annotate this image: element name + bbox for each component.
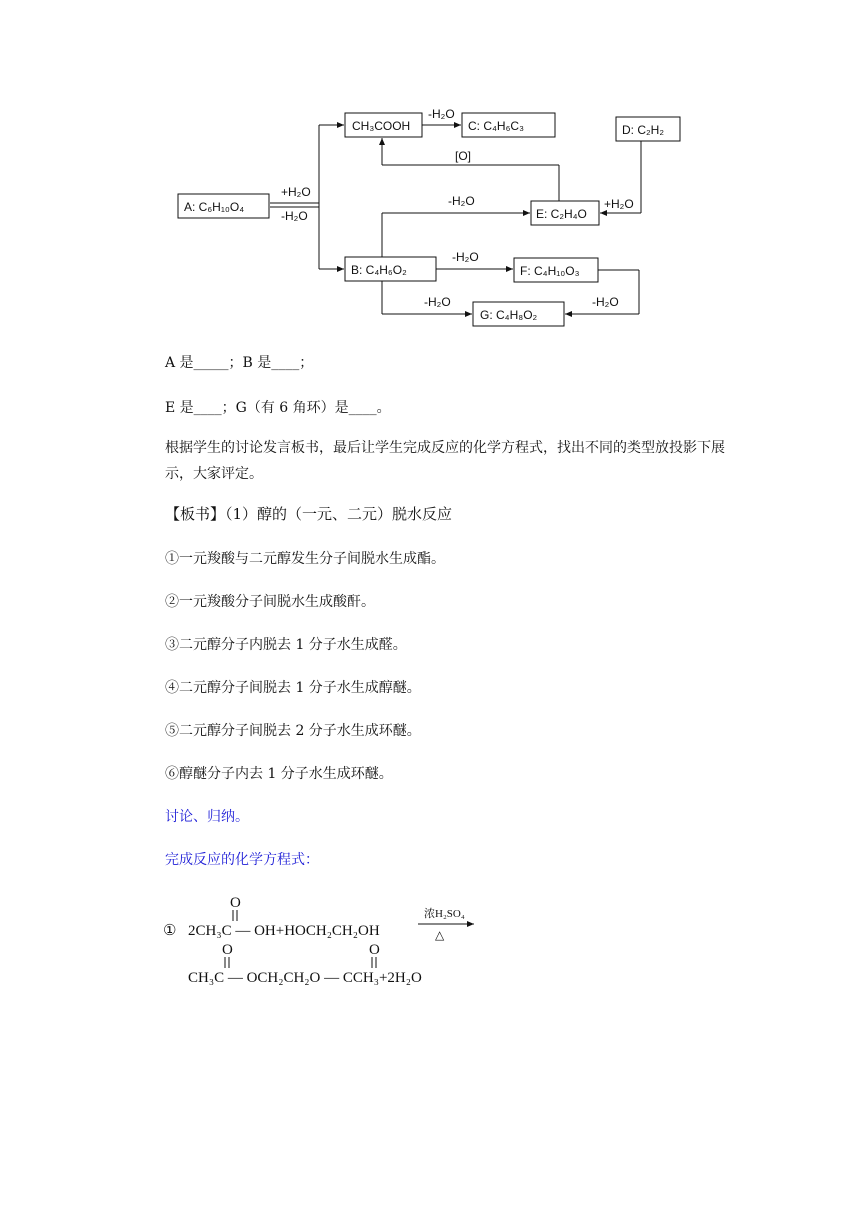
node-e xyxy=(531,201,599,225)
arrow-e-to-ch3cooh xyxy=(382,138,559,201)
question-line-e-g: E 是____；G（有 6 角环）是____。 xyxy=(165,400,391,416)
svg-text:+H₂O: +H₂O xyxy=(281,185,311,199)
discussion-text: 讨论、归纳。 xyxy=(165,809,249,825)
list-item: ①一元羧酸与二元醇发生分子间脱水生成酯。 xyxy=(165,551,445,567)
svg-text:-H₂O: -H₂O xyxy=(592,295,619,309)
svg-text:A: C₆H₁₀O₄: A: C₆H₁₀O₄ xyxy=(184,200,245,214)
list-item: ⑥醇醚分子内去 1 分子水生成环醚。 xyxy=(165,766,393,782)
arrow-ch3cooh-to-c xyxy=(422,107,461,125)
chemical-equation xyxy=(0,880,860,1000)
arrow-b-to-f xyxy=(436,250,513,269)
svg-text:-H₂O: -H₂O xyxy=(424,295,451,309)
node-d xyxy=(616,117,680,141)
bracket-line xyxy=(319,125,344,269)
list-item: ②一元羧酸分子间脱水生成酸酐。 xyxy=(165,594,375,610)
svg-text:D: C₂H₂: D: C₂H₂ xyxy=(622,123,664,137)
paragraph-board-notes: 根据学生的讨论发言板书，最后让学生完成反应的化学方程式，找出不同的类型放投影下展示，大家评定。 xyxy=(165,440,725,482)
node-g xyxy=(473,302,564,326)
condition-catalyst: 浓H₂SO₄ xyxy=(424,908,465,920)
svg-text:-H₂O: -H₂O xyxy=(448,194,475,208)
list-item: ④二元醇分子间脱去 1 分子水生成醇醚。 xyxy=(165,680,421,696)
svg-text:G: C₄H₈O₂: G: C₄H₈O₂ xyxy=(480,308,538,322)
svg-text:-H₂O: -H₂O xyxy=(452,250,479,264)
carbonyl-oxygen: O xyxy=(369,942,380,958)
svg-text:E: C₂H₄O: E: C₂H₄O xyxy=(536,207,587,221)
node-b xyxy=(345,257,436,281)
equation-number: ① xyxy=(163,923,177,939)
condition-heat: △ xyxy=(435,928,445,942)
svg-text:-H₂O: -H₂O xyxy=(428,107,455,121)
arrow-b-to-e xyxy=(382,194,530,257)
svg-text:[O]: [O] xyxy=(455,149,472,163)
carbonyl-oxygen: O xyxy=(230,895,241,911)
equation-rhs: CH₃C — OCH₂CH₂O — CCH₃+2H₂O xyxy=(188,970,422,986)
equilibrium-arrows xyxy=(270,185,319,223)
node-a xyxy=(178,194,269,218)
list-item: ⑤二元醇分子间脱去 2 分子水生成环醚。 xyxy=(165,723,421,739)
svg-text:CH₃COOH: CH₃COOH xyxy=(352,119,411,133)
svg-text:F: C₄H₁₀O₃: F: C₄H₁₀O₃ xyxy=(520,264,580,278)
board-heading: 【板书】（1）醇的（一元、二元）脱水反应 xyxy=(165,505,453,523)
carbonyl-oxygen: O xyxy=(222,942,233,958)
svg-text:C: C₄H₆C₃: C: C₄H₆C₃ xyxy=(468,119,524,133)
arrow-d-to-e xyxy=(600,141,641,213)
complete-equation-text: 完成反应的化学方程式： xyxy=(165,852,319,868)
reaction-scheme-diagram xyxy=(0,0,860,340)
node-ch3cooh xyxy=(345,113,422,137)
node-c xyxy=(462,113,555,137)
svg-text:-H₂O: -H₂O xyxy=(281,209,308,223)
svg-text:B: C₄H₆O₂: B: C₄H₆O₂ xyxy=(351,263,407,277)
arrow-b-to-g xyxy=(382,281,472,314)
node-f xyxy=(514,258,598,282)
list-item: ③二元醇分子内脱去 1 分子水生成醛。 xyxy=(165,637,407,653)
svg-text:+H₂O: +H₂O xyxy=(604,197,634,211)
question-line-a-b: A 是_____；B 是____； xyxy=(165,355,314,371)
equation-lhs: 2CH₃C — OH+HOCH₂CH₂OH xyxy=(188,923,380,939)
